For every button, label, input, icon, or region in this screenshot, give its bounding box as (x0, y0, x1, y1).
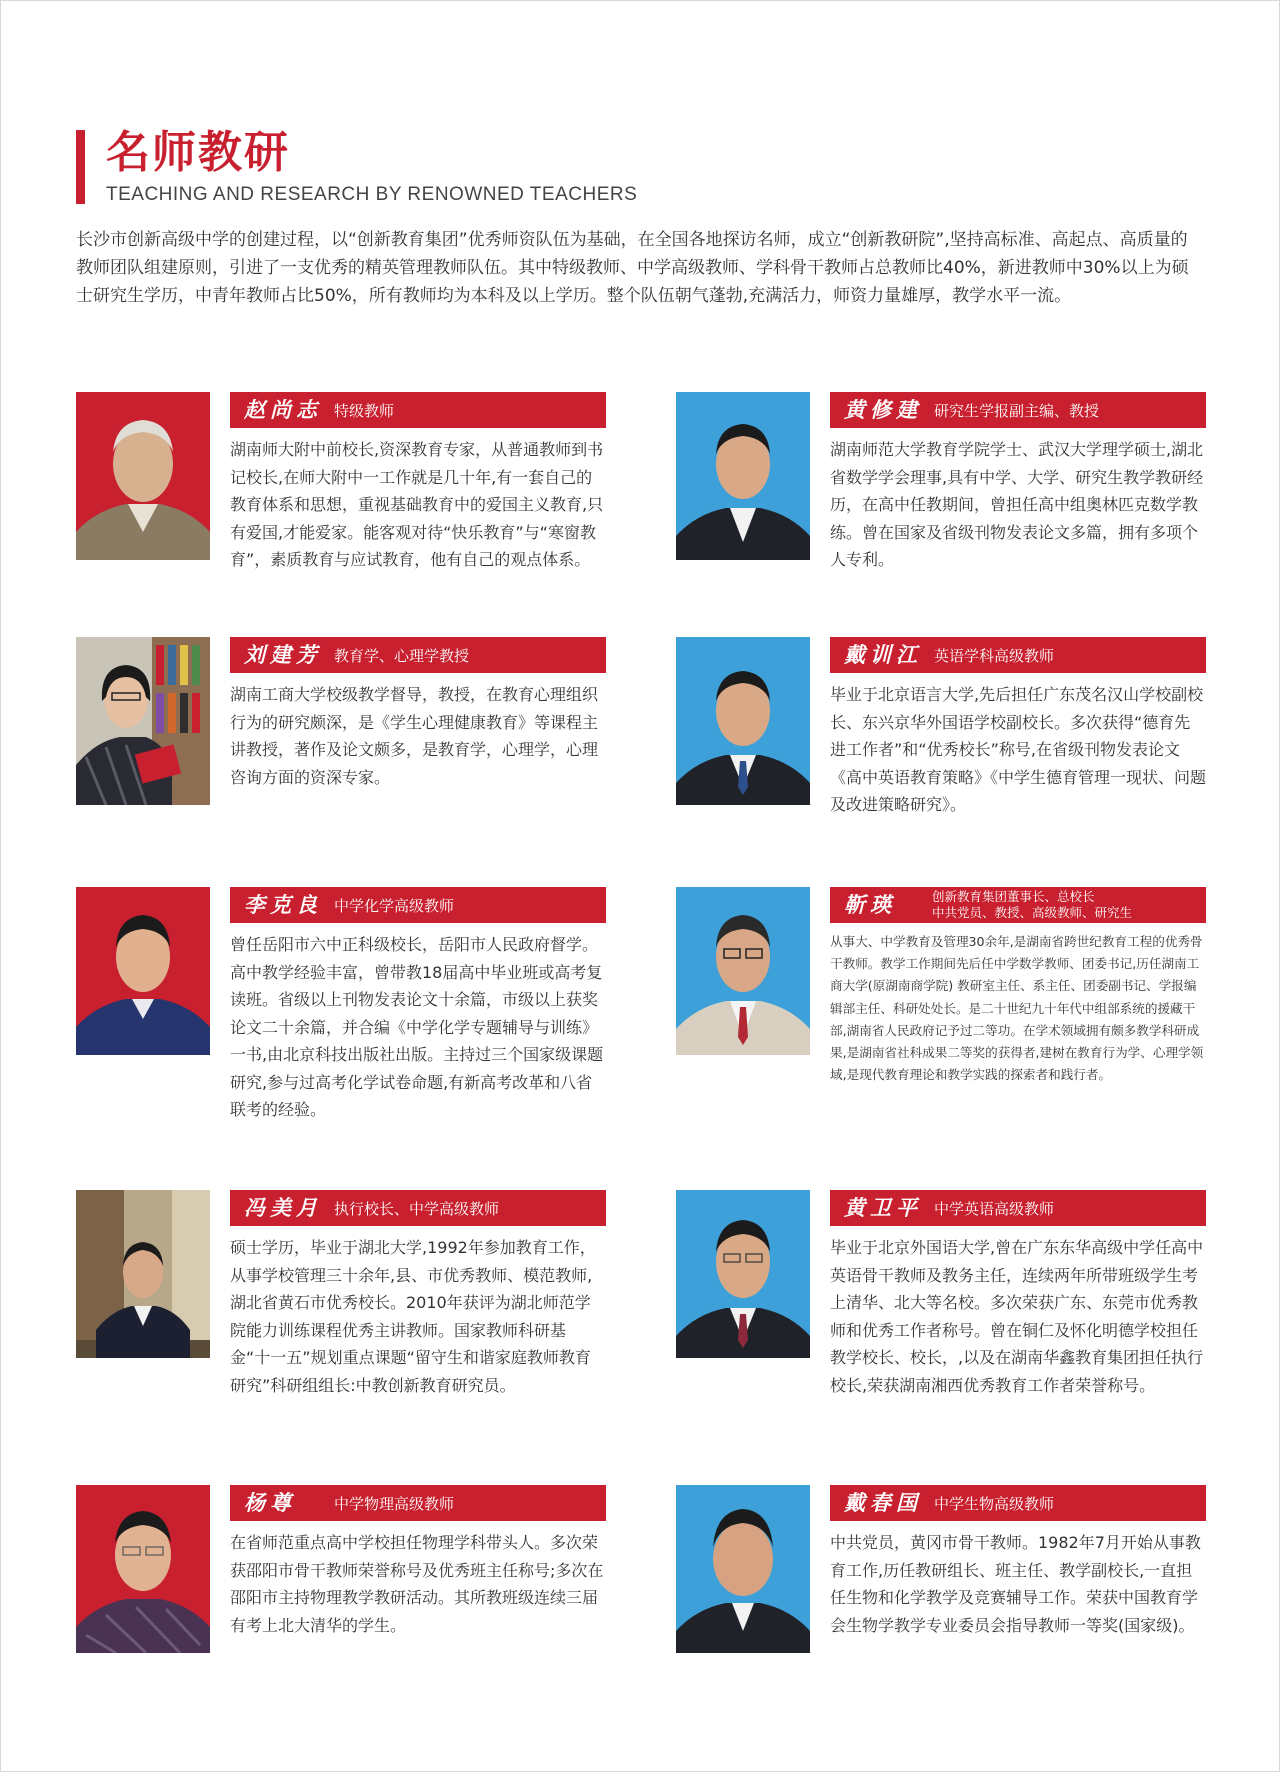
teacher-bio: 硕士学历，毕业于湖北大学,1992年参加教育工作，从事学校管理三十余年,县、市优秀教师、模范教师,湖北省黄石市优秀校长。2010年获评为湖北师范学院能力训练课程优秀主讲教师。国家教师科研基金“十一五”规划重点课题“留守生和谐家庭教师教育研究”科研组组长:中教创新教育研究员。 (230, 1238, 596, 1395)
teacher-photo (676, 1190, 810, 1358)
teacher-card (76, 637, 606, 807)
teacher-name: 黄修建 (844, 397, 922, 422)
teacher-name: 黄卫平 (844, 1195, 922, 1220)
teacher-photo (76, 637, 210, 805)
teacher-bio: 湖南师范大学教育学院学士、武汉大学理学硕士,湖北省数学学会理事,具有中学、大学、研究生教学教研经历，在高中任教期间，曾担任高中组奥林匹克数学教练。曾在国家及省级刊物发表论文多篇，拥有多项个人专利。 (830, 440, 1204, 569)
teacher-name: 靳瑛 (844, 892, 896, 917)
teacher-photo (76, 1190, 210, 1358)
teacher-photo (676, 637, 810, 805)
name-bar (230, 637, 606, 673)
name-bar (830, 637, 1206, 673)
teacher-bio: 湖南师大附中前校长,资深教育专家，从普通教师到书记校长,在师大附中一工作就是几十年,有一套自己的教育体系和思想，重视基础教育中的爱国主义教育,只有爱国,才能爱家。能客观对待“快乐教育”与“寒窗教育”，素质教育与应试教育，他有自己的观点体系。 (230, 440, 604, 569)
name-bar (230, 1485, 606, 1521)
teacher-bio: 毕业于北京语言大学,先后担任广东茂名汉山学校副校长、东兴京华外国语学校副校长。多次获得“德育先进工作者”和“优秀校长”称号,在省级刊物发表论文《高中英语教育策略》《中学生德育管理一现状、问题及改进策略研究》。 (830, 685, 1207, 814)
name-bar (830, 1485, 1206, 1521)
teacher-name: 赵尚志 (244, 397, 322, 422)
teacher-card (676, 887, 1206, 1137)
name-bar (230, 1190, 606, 1226)
teacher-bio: 从事大、中学教育及管理30余年,是湖南省跨世纪教育工程的优秀骨干教师。教学工作期间先后任中学数学教师、团委书记,历任湖南工商大学(原湖南商学院) 教研室主任、系主任、团委副书记、学报编辑部主任、科研处处长。是二十世纪九十年代中组部系统的援藏干部,湖南省人民政府记予过二等功。在学术领域拥有颇多教学科研成果,是湖南省社科成果二等奖的获得者,建树在教育行为学、心理学领域,是现代教育理论和教学实践的探索者和践行者。 (830, 934, 1204, 1083)
page-subtitle: TEACHING AND RESEARCH BY RENOWNED TEACHERS (106, 184, 638, 205)
teacher-photo (676, 392, 810, 560)
teacher-title: 研究生学报副主编、教授 (934, 402, 1100, 420)
teacher-name: 李克良 (244, 892, 322, 917)
teacher-bio: 在省师范重点高中学校担任物理学科带头人。多次荣获邵阳市骨干教师荣誉称号及优秀班主任称号;多次在邵阳市主持物理教学教研活动。其所教班级连续三届有考上北大清华的学生。 (230, 1533, 604, 1635)
teacher-card (676, 1190, 1206, 1435)
teacher-card (676, 637, 1206, 852)
teacher-photo (676, 887, 810, 1055)
name-bar (230, 887, 606, 923)
teacher-title: 中学生物高级教师 (934, 1495, 1055, 1513)
name-bar (830, 1190, 1206, 1226)
teacher-title-line1: 创新教育集团董事长、总校长 (932, 889, 1095, 904)
teacher-card (676, 392, 1206, 582)
teacher-title-line2: 中共党员、教授、高级教师、研究生 (932, 905, 1133, 920)
teacher-bio: 中共党员，黄冈市骨干教师。1982年7月开始从事教育工作,历任教研组长、班主任、教学副校长,一直担任生物和化学教学及竞赛辅导工作。荣获中国教育学会生物学教学专业委员会指导教师一等奖(国家级)。 (830, 1533, 1201, 1635)
intro-paragraph: 长沙市创新高级中学的创建过程，以“创新教育集团”优秀师资队伍为基础，在全国各地探访名师，成立“创新教研院”,坚持高标准、高起点、高质量的教师团队组建原则，引进了一支优秀的精英管理教师队伍。其中特级教师、中学高级教师、学科骨干教师占总教师比40%，新进教师中30%以上为硕士研究生学历，中青年教师占比50%，所有教师均为本科及以上学历。整个队伍朝气蓬勃,充满活力，师资力量雄厚，教学水平一流。 (76, 230, 1189, 306)
teacher-bio: 曾任岳阳市六中正科级校长，岳阳市人民政府督学。高中教学经验丰富，曾带教18届高中毕业班或高考复读班。省级以上刊物发表论文十余篇，市级以上获奖论文二十余篇，并合编《中学化学专题辅导与训练》一书,由北京科技出版社出版。主持过三个国家级课题研究,参与过高考化学试卷命题,有新高考改革和八省联考的经验。 (230, 935, 604, 1119)
teacher-name: 刘建芳 (244, 642, 322, 667)
teacher-card (76, 1485, 606, 1655)
page-title: 名师教研 (106, 127, 290, 178)
teacher-title: 特级教师 (334, 402, 395, 420)
teacher-name: 戴春国 (844, 1490, 922, 1515)
teacher-title: 中学英语高级教师 (934, 1200, 1055, 1218)
teacher-name: 戴训江 (844, 642, 922, 667)
name-bar (830, 392, 1206, 428)
teacher-name: 冯美月 (244, 1195, 322, 1220)
teacher-bio: 毕业于北京外国语大学,曾在广东东华高级中学任高中英语骨干教师及教务主任，连续两年所带班级学生考上清华、北大等名校。多次荣获广东、东莞市优秀教师和优秀工作者称号。曾在铜仁及怀化明德学校担任教学校长、校长，,以及在湖南华鑫教育集团担任执行校长,荣获湖南湘西优秀教育工作者荣誉称号。 (830, 1238, 1204, 1395)
teacher-title: 中学化学高级教师 (334, 897, 455, 915)
teacher-card (76, 392, 606, 607)
name-bar (230, 392, 606, 428)
teacher-card (76, 1190, 606, 1435)
teacher-title: 英语学科高级教师 (934, 647, 1055, 665)
teacher-photo (76, 887, 210, 1055)
teacher-card (76, 887, 606, 1157)
teacher-title: 教育学、心理学教授 (334, 647, 470, 665)
name-bar (830, 887, 1206, 923)
teacher-bio: 湖南工商大学校级教学督导，教授，在教育心理组织行为的研究颇深，是《学生心理健康教育》等课程主讲教授，著作及论文颇多，是教育学，心理学，心理咨询方面的资深专家。 (230, 685, 599, 787)
teacher-photo (76, 1485, 210, 1653)
teacher-title: 中学物理高级教师 (334, 1495, 455, 1513)
teacher-title: 执行校长、中学高级教师 (334, 1200, 500, 1218)
teacher-card (676, 1485, 1206, 1675)
header-accent-bar (76, 130, 85, 204)
teacher-name: 杨尊 (244, 1490, 296, 1515)
teacher-photo (676, 1485, 810, 1653)
teacher-photo (76, 392, 210, 560)
